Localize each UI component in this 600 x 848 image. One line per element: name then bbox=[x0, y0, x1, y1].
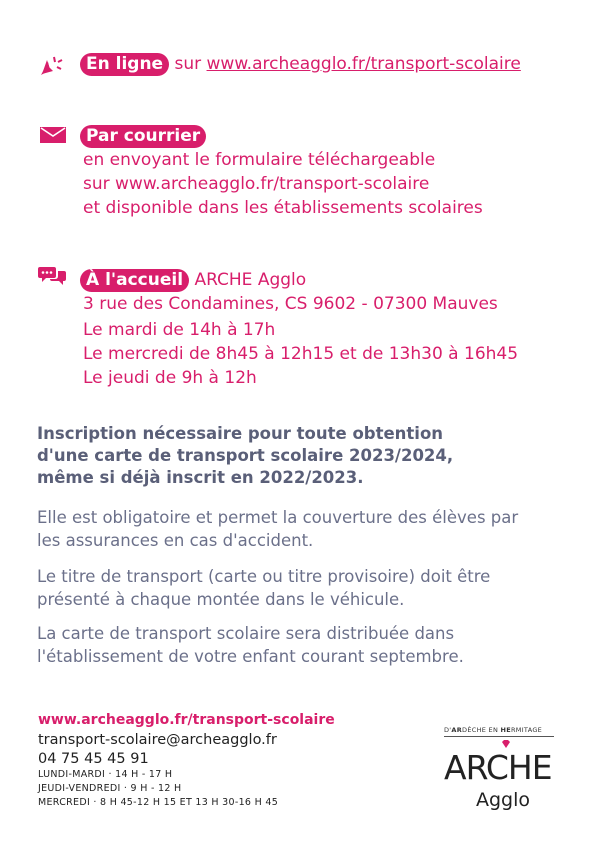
notice-line: les assurances en cas d'accident. bbox=[37, 531, 314, 550]
notice-paragraph-3 bbox=[37, 622, 464, 668]
notice-bold-line: d'une carte de transport scolaire 2023/2024, bbox=[37, 446, 454, 465]
notice-line: Le titre de transport (carte ou titre provisoire) doit être bbox=[37, 567, 491, 586]
logo-sub: Agglo bbox=[476, 789, 531, 811]
reception-line: 3 rue des Condamines, CS 9602 - 07300 Mauves bbox=[83, 294, 498, 314]
mail-line: en envoyant le formulaire téléchargeable bbox=[83, 150, 436, 170]
notice-heading bbox=[37, 423, 453, 489]
footer-hours-line: JEUDI-VENDREDI · 9 H - 12 H bbox=[38, 783, 182, 794]
online-prefix: sur bbox=[174, 54, 202, 74]
cursor-click-icon bbox=[38, 54, 64, 78]
footer-phone: 04 75 45 45 91 bbox=[38, 751, 149, 767]
mail-line: et disponible dans les établissements scolaires bbox=[83, 198, 483, 218]
footer-hours-line: LUNDI-MARDI · 14 H - 17 H bbox=[38, 769, 173, 780]
reception-line: Le jeudi de 9h à 12h bbox=[83, 368, 257, 388]
mail-badge: Par courrier bbox=[80, 125, 206, 148]
footer-email[interactable]: transport-scolaire@archeagglo.fr bbox=[38, 732, 277, 748]
notice-paragraph-2 bbox=[37, 565, 490, 611]
online-link[interactable]: www.archeagglo.fr/transport-scolaire bbox=[206, 54, 521, 74]
reception-badge: À l'accueil bbox=[80, 269, 189, 292]
notice-line: présenté à chaque montée dans le véhicule. bbox=[37, 590, 405, 609]
reception-row bbox=[80, 268, 306, 292]
notice-line: l'établissement de votre enfant courant septembre. bbox=[37, 647, 464, 666]
logo-tagline: D'ARDÈCHE EN HERMITAGE bbox=[444, 726, 543, 734]
notice-line: La carte de transport scolaire sera distribuée dans bbox=[37, 624, 455, 643]
mail-line: sur www.archeagglo.fr/transport-scolaire bbox=[83, 174, 430, 194]
notice-bold-line: Inscription nécessaire pour toute obtention bbox=[37, 424, 444, 443]
speech-bubbles-icon bbox=[38, 265, 66, 287]
footer-website-link[interactable]: www.archeagglo.fr/transport-scolaire bbox=[38, 712, 335, 728]
reception-line: Le mardi de 14h à 17h bbox=[83, 320, 276, 340]
notice-bold-line: même si déjà inscrit en 2022/2023. bbox=[37, 468, 364, 487]
envelope-icon bbox=[40, 127, 66, 143]
mail-badge-row bbox=[80, 124, 206, 148]
online-row bbox=[80, 52, 521, 76]
footer-hours-line: MERCREDI · 8 H 45-12 H 15 ET 13 H 30-16 H 45 bbox=[38, 797, 279, 808]
online-badge: En ligne bbox=[80, 53, 169, 76]
logo-main: ARCHE bbox=[444, 748, 552, 787]
notice-paragraph-1 bbox=[37, 506, 518, 552]
notice-line: Elle est obligatoire et permet la couverture des élèves par bbox=[37, 508, 519, 527]
reception-line: Le mercredi de 8h45 à 12h15 et de 13h30 à 16h45 bbox=[83, 344, 519, 364]
arche-agglo-logo bbox=[444, 726, 556, 814]
reception-name: ARCHE Agglo bbox=[194, 270, 307, 290]
